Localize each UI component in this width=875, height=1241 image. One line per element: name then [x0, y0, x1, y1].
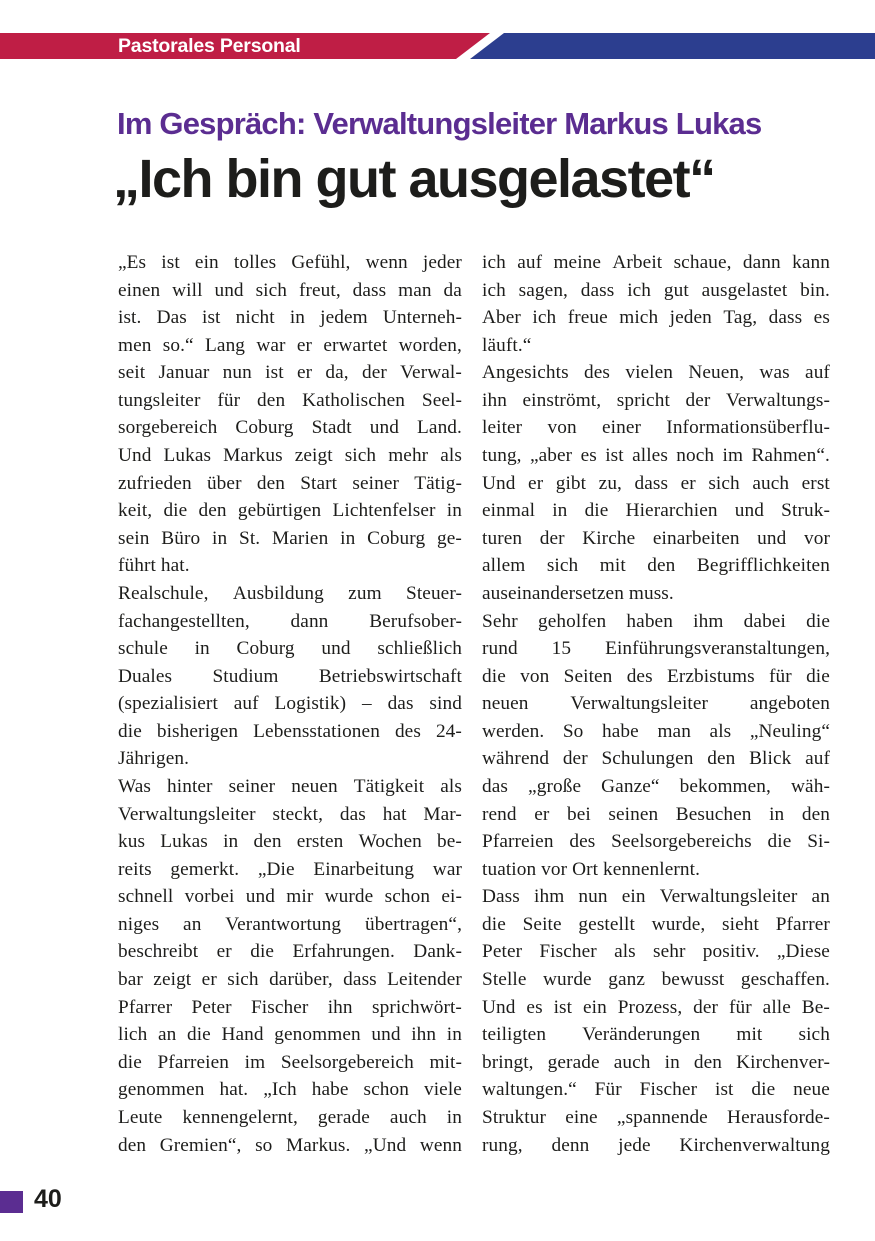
text-line: bar zeigt er sich darüber, dass Leitender	[118, 969, 462, 991]
text-line: allem sich mit den Begrifflichkeiten	[482, 555, 830, 577]
text-line: seit Januar nun ist er da, der Verwal-	[118, 362, 462, 384]
text-line: waltungen.“ Für Fischer ist die neue	[482, 1079, 830, 1101]
text-line: Peter Fischer als sehr positiv. „Diese	[482, 941, 830, 963]
text-line: Dass ihm nun ein Verwaltungsleiter an	[482, 886, 830, 908]
text-line: „Es ist ein tolles Gefühl, wenn jeder	[118, 252, 462, 273]
text-line: läuft.“	[482, 334, 532, 356]
text-line: Struktur eine „spannende Herausforde-	[482, 1106, 830, 1128]
text-line: die von Seiten des Erzbistums für die	[482, 665, 830, 687]
text-line: kus Lukas in den ersten Wochen be-	[118, 831, 462, 853]
text-line: den Gremien“, so Markus. „Und wenn	[118, 1134, 462, 1156]
text-line: rend er bei seinen Besuchen in den	[482, 803, 830, 825]
text-line: Duales Studium Betriebswirtschaft	[118, 665, 462, 687]
text-line: men so.“ Lang war er erwartet worden,	[118, 334, 462, 356]
text-line: ich sagen, dass ich gut ausgelastet bin.	[482, 279, 830, 301]
text-line: zufrieden über den Start seiner Tätig-	[118, 472, 462, 494]
text-line: fachangestellten, dann Berufsober-	[118, 610, 462, 632]
text-line: bringt, gerade auch in den Kirchenver-	[482, 1051, 830, 1073]
text-line: Pfarreien des Seelsorgebereichs die Si-	[482, 831, 830, 853]
text-line: reits gemerkt. „Die Einarbeitung war	[118, 858, 462, 880]
section-label: Pastorales Personal	[118, 35, 301, 57]
text-line: rung, denn jede Kirchenverwaltung	[482, 1134, 830, 1156]
text-line: (spezialisiert auf Logistik) – das sind	[118, 693, 462, 715]
text-line: Sehr geholfen haben ihm dabei die	[482, 610, 830, 632]
text-line: Leute kennengelernt, gerade auch in	[118, 1106, 462, 1128]
column-left	[118, 249, 462, 1164]
text-line: Und es ist ein Prozess, der für alle Be-	[482, 996, 830, 1018]
text-line: genommen hat. „Ich habe schon viele	[118, 1079, 462, 1101]
text-line: tung, „aber es ist alles noch im Rahmen“.	[482, 445, 830, 467]
text-line: teiligten Veränderungen mit sich	[482, 1024, 830, 1046]
section-header-bar	[0, 33, 875, 59]
text-line: tungsleiter für den Katholischen Seel-	[118, 389, 462, 411]
text-line: ich auf meine Arbeit schaue, dann kann	[482, 252, 830, 273]
text-line: einmal in die Hierarchien und Struk-	[482, 500, 830, 522]
text-line: werden. So habe man als „Neuling“	[482, 720, 830, 742]
text-line: niges an Verantwortung übertragen“,	[118, 913, 462, 935]
text-line: die Seite gestellt wurde, sieht Pfarrer	[482, 913, 830, 935]
article-body	[118, 249, 830, 1164]
text-line: das „große Ganze“ bekommen, wäh-	[482, 775, 830, 797]
text-line: Aber ich freue mich jeden Tag, dass es	[482, 307, 830, 329]
text-line: rund 15 Einführungsveranstaltungen,	[482, 638, 830, 660]
text-line: lich an die Hand genommen und ihn in	[118, 1024, 462, 1046]
article-kicker: Im Gespräch: Verwaltungsleiter Markus Lukas	[117, 106, 762, 141]
text-line: führt hat.	[118, 555, 190, 577]
text-line: Stelle wurde ganz bewusst geschaffen.	[482, 969, 830, 991]
text-line: Was hinter seiner neuen Tätigkeit als	[118, 775, 462, 797]
column-right	[482, 249, 830, 1164]
text-line: sein Büro in St. Marien in Coburg ge-	[118, 527, 462, 549]
text-line: sorgebereich Coburg Stadt und Land.	[118, 417, 462, 439]
text-line: schnell vorbei und mir wurde schon ei-	[118, 886, 462, 908]
text-line: Verwaltungsleiter steckt, das hat Mar-	[118, 803, 462, 825]
text-line: beschreibt er die Erfahrungen. Dank-	[118, 941, 462, 963]
text-line: Und Lukas Markus zeigt sich mehr als	[118, 445, 462, 467]
text-line: Realschule, Ausbildung zum Steuer-	[118, 582, 462, 604]
text-line: ist. Das ist nicht in jedem Unterneh-	[118, 307, 462, 329]
text-line: Angesichts des vielen Neuen, was auf	[482, 362, 830, 384]
text-line: die bisherigen Lebensstationen des 24-	[118, 720, 462, 742]
text-line: schule in Coburg und schließlich	[118, 638, 462, 660]
text-line: während der Schulungen den Blick auf	[482, 748, 830, 770]
text-line: Jährigen.	[118, 748, 190, 770]
text-line: auseinandersetzen muss.	[482, 582, 674, 604]
text-line: einen will und sich freut, dass man da	[118, 279, 462, 301]
text-line: leiter von einer Informationsüberflu-	[482, 417, 830, 439]
text-line: keit, die den gebürtigen Lichtenfelser in	[118, 500, 462, 522]
text-line: neuen Verwaltungsleiter angeboten	[482, 693, 830, 715]
page-number-marker	[0, 1191, 23, 1213]
text-line: turen der Kirche einarbeiten und vor	[482, 527, 830, 549]
text-line: ihn einströmt, spricht der Verwaltungs-	[482, 389, 830, 411]
text-line: Pfarrer Peter Fischer ihn sprichwört-	[118, 996, 462, 1018]
text-line: Und er gibt zu, dass er sich auch erst	[482, 472, 830, 494]
page-number: 40	[34, 1185, 62, 1213]
text-line: tuation vor Ort kennenlernt.	[482, 858, 701, 880]
text-line: die Pfarreien im Seelsorgebereich mit-	[118, 1051, 462, 1073]
page-title: „Ich bin gut ausgelastet“	[113, 149, 715, 209]
